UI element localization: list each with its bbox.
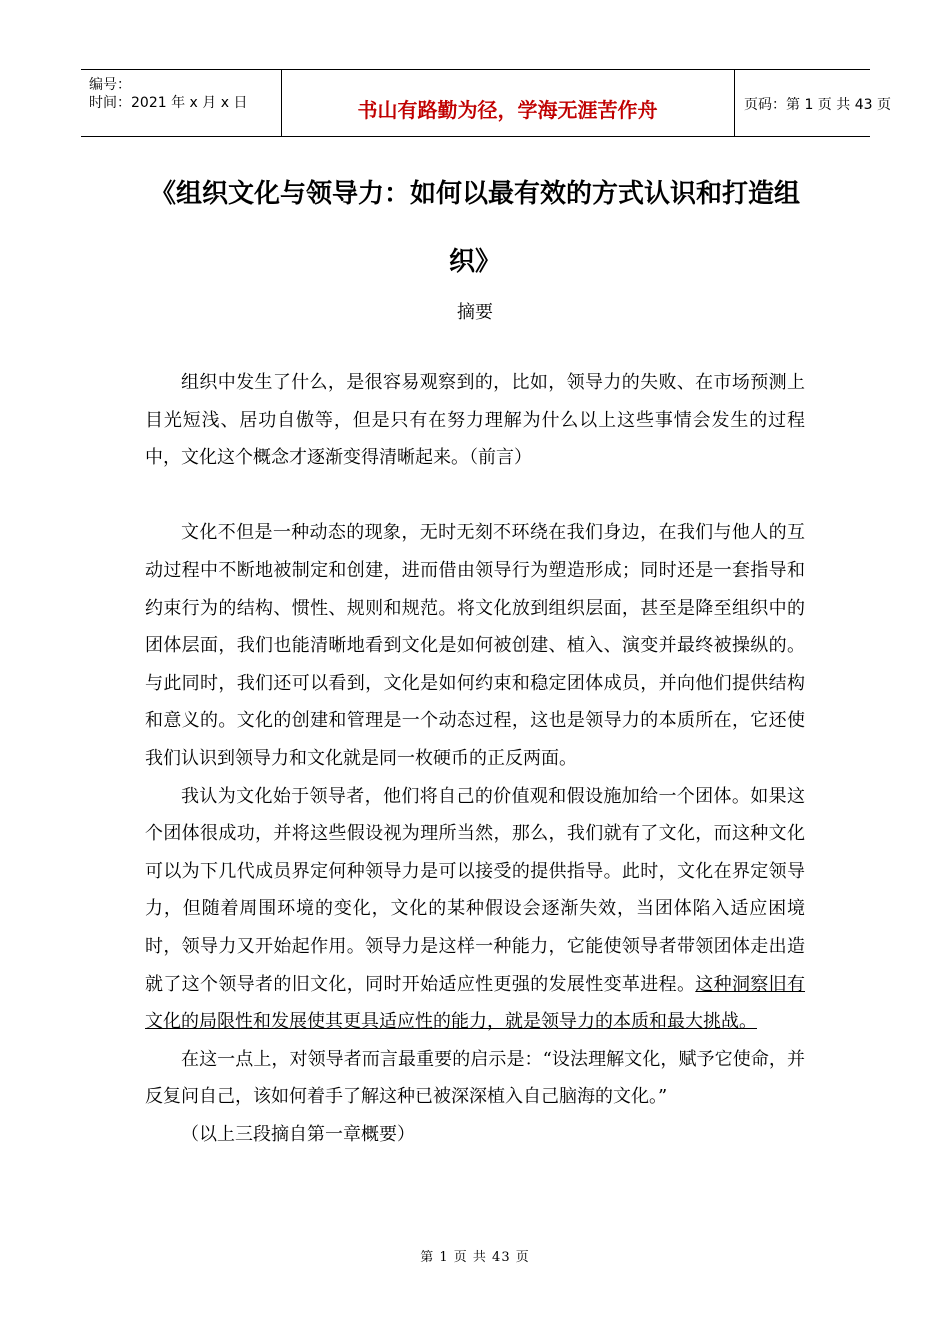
abstract-heading: 摘要 <box>457 302 493 323</box>
paragraph-preface: 组织中发生了什么，是很容易观察到的，比如，领导力的失败、在市场预测上目光短浅、居功自傲等，但是只有在努力理解为什么以上这些事情会发生的过程中，文化这个概念才逐渐变得清晰起来。（前言） <box>145 372 805 469</box>
document-number-label: 编号： <box>89 77 131 93</box>
header-right-cell <box>734 70 891 136</box>
paragraph-culture-dynamics: 文化不但是一种动态的现象，无时无刻不环绕在我们身边，在我们与他人的互动过程中不断地被制定和创建，进而借由领导行为塑造形成；同时还是一套指导和约束行为的结构、惯性、规则和规范。将文化放到组织层面，甚至是降至组织中的团体层面，我们也能清晰地看到文化是如何被创建、植入、演变并最终被操纵的。与此同时，我们还可以看到，文化是如何约束和稳定团体成员，并向他们提供结构和意义的。文化的创建和管理是一个动态过程，这也是领导力的本质所在，它还使我们认识到领导力和文化就是同一枚硬币的正反两面。 <box>145 522 805 769</box>
header-left-cell <box>81 70 282 136</box>
header-page-info: 页码：第 1 页 共 43 页 <box>744 97 891 113</box>
document-body <box>145 364 805 1153</box>
document-title: 《组织文化与领导力：如何以最有效的方式认识和打造组织》 <box>149 179 800 277</box>
document-date: 时间：2021 年 x 月 x 日 <box>89 95 248 111</box>
paragraph-leader-insight: 在这一点上，对领导者而言最重要的启示是：“设法理解文化，赋予它使命，并反复问自己，该如何着手了解这种已被深深植入自己脑海的文化。” <box>145 1048 805 1108</box>
page-footer: 第 1 页 共 43 页 <box>420 1250 530 1265</box>
paragraph-culture-leadership-text: 我认为文化始于领导者，他们将自己的价值观和假设施加给一个团体。如果这个团体很成功，并将这些假设视为理所当然，那么，我们就有了文化，而这种文化可以为下几代成员界定何种领导力是可以接受的提供指导。此时，文化在界定领导力，但随着周围环境的变化，文化的某种假设会逐渐失效，当团体陷入适应困境时，领导力又开始起作用。领导力是这样一种能力，它能使领导者带领团体走出造就了这个领导者的旧文化，同时开始适应性更强的发展性变革进程。 <box>145 785 805 995</box>
paragraph-culture-leadership <box>145 778 805 1041</box>
underlined-key-sentence: 这种洞察旧有文化的局限性和发展使其更具适应性的能力，就是领导力的本质和最大挑战。 <box>145 973 806 1033</box>
header-motto-cell <box>281 70 735 136</box>
header-motto: 书山有路勤为径，学海无涯苦作舟 <box>357 98 658 122</box>
excerpt-source-note: （以上三段摘自第一章概要） <box>181 1123 415 1145</box>
page-header <box>81 69 891 137</box>
